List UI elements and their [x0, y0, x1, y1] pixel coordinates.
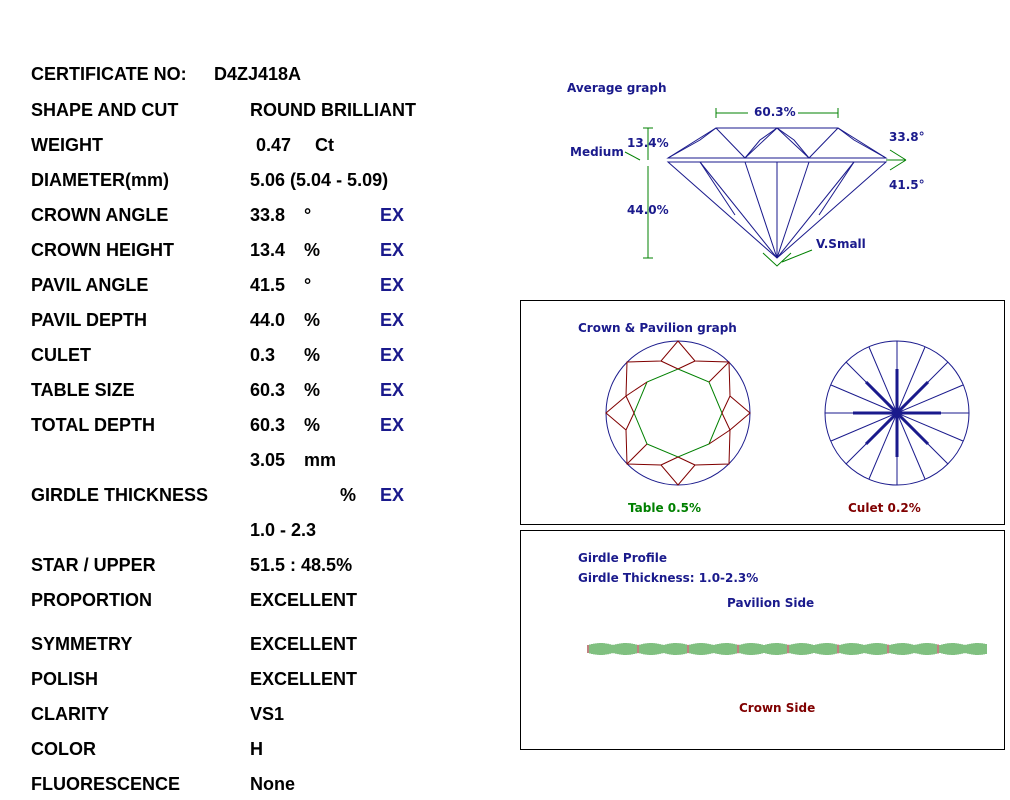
pavil-angle-unit: °	[304, 275, 312, 295]
depth-mm-value: 3.05	[250, 450, 286, 470]
polish-label: POLISH	[31, 669, 99, 689]
girdle-thickness-text: Girdle Thickness: 1.0-2.3%	[578, 571, 759, 585]
pavil-angle-grade: EX	[380, 275, 405, 295]
pavilion-side-label: Pavilion Side	[727, 596, 815, 610]
girdle-profile-title: Girdle Profile	[578, 551, 668, 565]
girdle-strip	[588, 643, 986, 655]
crown-pavilion-title: Crown & Pavilion graph	[578, 321, 737, 335]
girdle-value: 1.0 - 2.3	[250, 520, 317, 540]
pavil-depth-value: 44.0	[250, 310, 286, 330]
girdle-grade: EX	[380, 485, 405, 505]
certificate-number: D4ZJ418A	[214, 64, 302, 84]
shape-label: SHAPE AND CUT	[31, 100, 179, 120]
crown-angle-unit: °	[304, 205, 312, 225]
crown-angle-deg-label: 33.8°	[889, 130, 925, 144]
color-value: H	[250, 739, 263, 759]
culet-pct-caption: Culet 0.2%	[848, 501, 921, 515]
proportion-value: EXCELLENT	[250, 590, 358, 610]
crown-angle-value: 33.8	[250, 205, 286, 225]
shape-value: ROUND BRILLIANT	[250, 100, 416, 120]
girdle-label: GIRDLE THICKNESS	[31, 485, 209, 505]
weight-value: 0.47	[256, 135, 292, 155]
culet-value: 0.3	[250, 345, 276, 365]
pavil-depth-label: PAVIL DEPTH	[31, 310, 148, 330]
pavilion-depth-pct-label: 44.0%	[627, 203, 669, 217]
star-upper-value: 51.5 : 48.5%	[250, 555, 353, 575]
table-size-label: TABLE SIZE	[31, 380, 135, 400]
proportion-label: PROPORTION	[31, 590, 153, 610]
table-pct-label: 60.3%	[754, 105, 796, 119]
crown-height-pct-label: 13.4%	[627, 136, 669, 150]
polish-value: EXCELLENT	[250, 669, 358, 689]
girdle-medium-label: Medium	[570, 145, 624, 159]
symmetry-value: EXCELLENT	[250, 634, 358, 654]
table-pct-caption: Table 0.5%	[628, 501, 702, 515]
culet-unit: %	[304, 345, 321, 365]
total-depth-grade: EX	[380, 415, 405, 435]
diameter-label: DIAMETER(mm)	[31, 170, 169, 190]
pavilion-angle-deg-label: 41.5°	[889, 178, 925, 192]
star-upper-label: STAR / UPPER	[31, 555, 156, 575]
crown-height-value: 13.4	[250, 240, 286, 260]
fluorescence-label: FLUORESCENCE	[31, 774, 181, 794]
weight-label: WEIGHT	[31, 135, 103, 155]
crown-view	[606, 341, 750, 485]
total-depth-unit: %	[304, 415, 321, 435]
girdle-unit: %	[340, 485, 357, 505]
pavil-depth-unit: %	[304, 310, 321, 330]
table-size-value: 60.3	[250, 380, 286, 400]
culet-grade: EX	[380, 345, 405, 365]
crown-pavilion-graph	[521, 301, 1004, 524]
crown-height-grade: EX	[380, 240, 405, 260]
crown-height-label: CROWN HEIGHT	[31, 240, 174, 260]
crown-pavilion-panel	[520, 300, 1005, 525]
fluorescence-value: None	[250, 774, 295, 794]
symmetry-label: SYMMETRY	[31, 634, 133, 654]
color-label: COLOR	[31, 739, 96, 759]
average-graph	[560, 75, 940, 275]
crown-side-label: Crown Side	[739, 701, 816, 715]
table-size-unit: %	[304, 380, 321, 400]
total-depth-label: TOTAL DEPTH	[31, 415, 156, 435]
crown-height-unit: %	[304, 240, 321, 260]
crown-angle-label: CROWN ANGLE	[31, 205, 169, 225]
table-size-grade: EX	[380, 380, 405, 400]
pavil-angle-value: 41.5	[250, 275, 286, 295]
pavilion-view	[825, 341, 969, 485]
average-graph-title: Average graph	[567, 81, 667, 95]
girdle-profile-graph	[521, 531, 1004, 749]
girdle-profile-panel	[520, 530, 1005, 750]
total-depth-value: 60.3	[250, 415, 286, 435]
depth-mm-unit: mm	[304, 450, 337, 470]
culet-label: CULET	[31, 345, 91, 365]
pavil-angle-label: PAVIL ANGLE	[31, 275, 149, 295]
diameter-value: 5.06 (5.04 - 5.09)	[250, 170, 389, 190]
culet-size-label: V.Small	[816, 237, 866, 251]
clarity-label: CLARITY	[31, 704, 109, 724]
weight-unit: Ct	[315, 135, 334, 155]
crown-angle-grade: EX	[380, 205, 405, 225]
certificate-label: CERTIFICATE NO:	[31, 64, 187, 84]
clarity-value: VS1	[250, 704, 285, 724]
pavil-depth-grade: EX	[380, 310, 405, 330]
